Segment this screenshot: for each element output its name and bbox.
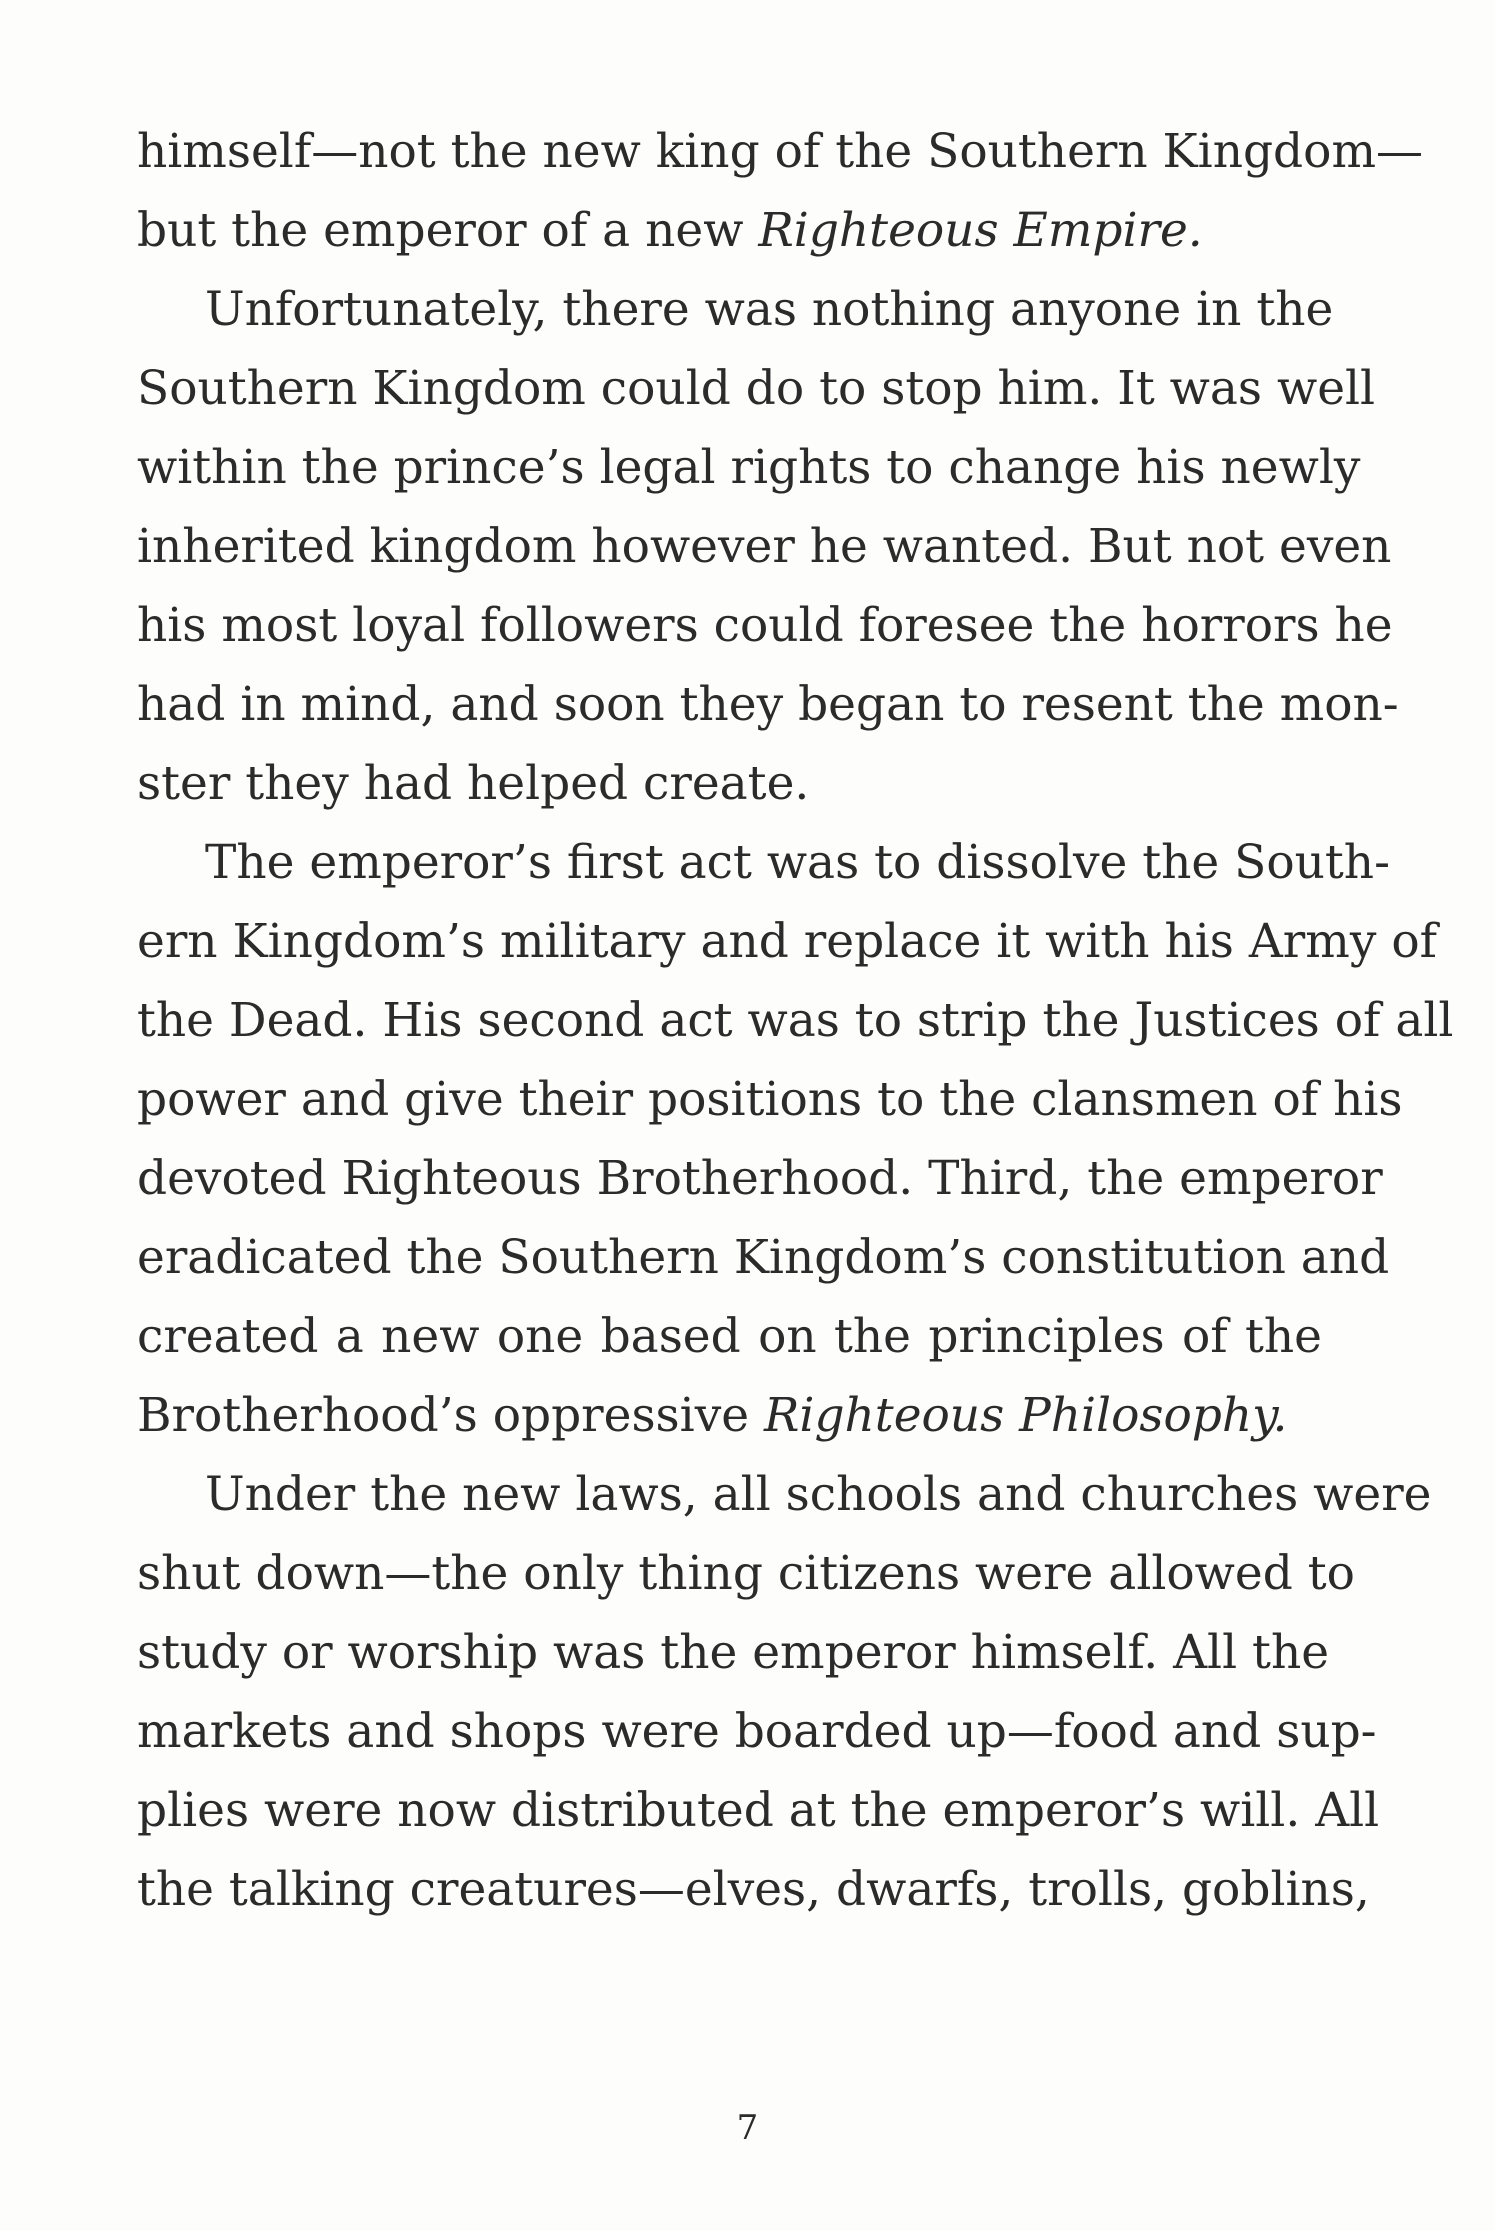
text-line: devoted Righteous Brotherhood. Third, the emperor <box>137 1151 1383 1206</box>
text-line: himself—not the new king of the Southern Kingdom— <box>137 124 1424 179</box>
text-line: power and give their positions to the clansmen of his <box>137 1072 1403 1127</box>
text-line: within the prince’s legal rights to change his newly <box>137 440 1361 495</box>
text-line: ern Kingdom’s military and replace it with his Army of <box>137 914 1438 969</box>
paragraph-2 <box>137 270 1399 823</box>
text-line: created a new one based on the principles of the <box>137 1309 1322 1364</box>
text-line: inherited kingdom however he wanted. But not even <box>137 519 1392 574</box>
text-line: eradicated the Southern Kingdom’s constitution and <box>137 1230 1390 1285</box>
text-segment: but the emperor of a new <box>137 203 759 258</box>
text-segment: Brotherhood’s oppressive <box>137 1388 765 1443</box>
paragraph-3 <box>137 823 1454 1455</box>
body-text <box>137 112 1454 1929</box>
text-line: study or worship was the emperor himself. All the <box>137 1625 1330 1680</box>
text-line: The emperor’s first act was to dissolve the South- <box>205 835 1390 890</box>
text-line: Southern Kingdom could do to stop him. It was well <box>137 361 1376 416</box>
italic-title: Righteous Philosophy. <box>764 1388 1288 1443</box>
paragraph-4 <box>137 1455 1432 1929</box>
text-line: shut down—the only thing citizens were allowed to <box>137 1546 1355 1601</box>
text-line <box>137 1376 1322 1455</box>
text-line: markets and shops were boarded up—food and sup- <box>137 1704 1377 1759</box>
page-number: 7 <box>736 2108 759 2148</box>
text-line: the Dead. His second act was to strip the Justices of all <box>137 993 1454 1048</box>
italic-title: Righteous Empire. <box>758 203 1203 258</box>
text-line: Unfortunately, there was nothing anyone in the <box>205 282 1334 337</box>
text-line: had in mind, and soon they began to resent the mon- <box>137 677 1399 732</box>
text-line: Under the new laws, all schools and churches were <box>205 1467 1432 1522</box>
text-line: the talking creatures—elves, dwarfs, trolls, goblins, <box>137 1862 1370 1917</box>
text-line <box>137 191 1322 270</box>
text-line: ster they had helped create. <box>137 756 810 811</box>
text-line: his most loyal followers could foresee the horrors he <box>137 598 1393 653</box>
paragraph-1 <box>137 112 1424 270</box>
text-line: plies were now distributed at the emperor’s will. All <box>137 1783 1380 1838</box>
